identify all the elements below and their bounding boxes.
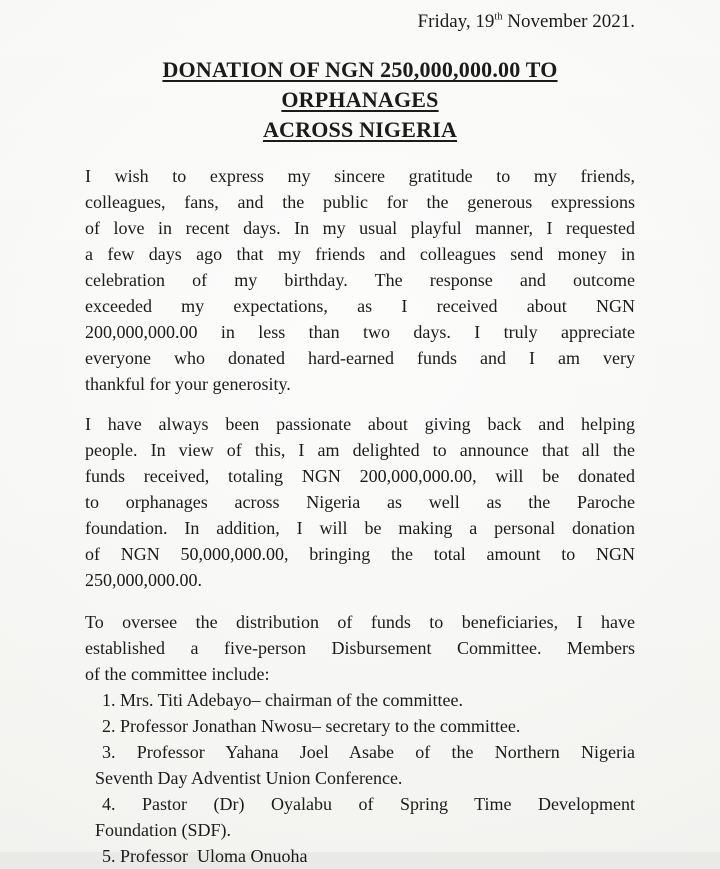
committee-member-list — [85, 687, 635, 869]
text-line: of NGN 50,000,000.00, bringing the total amount to NGN — [85, 544, 635, 564]
text-line: to orphanages across Nigeria as well as the Paroche — [85, 492, 635, 512]
text-line: foundation. In addition, I will be making a personal donation — [85, 518, 635, 538]
text-line: established a five-person Disbursement Committee. Members — [85, 638, 635, 658]
text-line: of love in recent days. In my usual playful manner, I requested — [85, 218, 635, 238]
committee-list-item — [85, 791, 635, 843]
text-line: To oversee the distribution of funds to beneficiaries, I have — [85, 612, 635, 632]
text-line: 3. Professor Yahana Joel Asabe of the Northern Nigeria — [102, 742, 635, 762]
title-line-2: ACROSS NIGERIA — [262, 117, 458, 142]
committee-list-item — [85, 739, 635, 791]
text-line: I wish to express my sincere gratitude to my friends, — [85, 166, 635, 186]
committee-list-item — [85, 843, 635, 869]
text-line: Foundation (SDF). — [95, 820, 232, 840]
text-line: everyone who donated hard-earned funds and I am very — [85, 348, 635, 368]
date-suffix: November 2021. — [502, 11, 635, 32]
text-line: 5. Professor Uloma Onuoha — [102, 846, 308, 866]
text-line: 200,000,000.00 in less than two days. I truly appreciate — [85, 322, 635, 342]
text-line: thankful for your generosity. — [85, 374, 291, 394]
committee-list-item — [85, 687, 635, 713]
paragraph-gratitude — [85, 163, 635, 397]
title-line-1: DONATION OF NGN 250,000,000.00 TO ORPHANAGES — [162, 57, 558, 112]
text-line: exceeded my expectations, as I received about NGN — [85, 296, 635, 316]
text-line: 250,000,000.00. — [85, 570, 202, 590]
text-line: 2. Professor Jonathan Nwosu– secretary to the committee. — [102, 716, 521, 736]
text-line: a few days ago that my friends and colleagues send money in — [85, 244, 635, 264]
text-line: celebration of my birthday. The response and outcome — [85, 270, 635, 290]
date-ordinal-superscript: th — [494, 11, 503, 23]
text-line: 1. Mrs. Titi Adebayo– chairman of the committee. — [102, 690, 463, 710]
text-line: of the committee include: — [85, 664, 270, 684]
text-line: funds received, totaling NGN 200,000,000.00, will be donated — [85, 466, 635, 486]
text-line: 4. Pastor (Dr) Oyalabu of Spring Time Development — [102, 794, 635, 814]
text-line: I have always been passionate about giving back and helping — [85, 414, 635, 434]
text-line: colleagues, fans, and the public for the generous expressions — [85, 192, 635, 212]
date-prefix: Friday, 19 — [417, 11, 495, 32]
paragraph-donation-announcement — [85, 411, 635, 593]
committee-list-item — [85, 713, 635, 739]
text-line: people. In view of this, I am delighted to announce that all the — [85, 440, 635, 460]
paragraph-committee-intro — [85, 609, 635, 687]
date-line — [85, 8, 635, 35]
document-title — [85, 55, 635, 145]
text-line: Seventh Day Adventist Union Conference. — [95, 768, 403, 788]
